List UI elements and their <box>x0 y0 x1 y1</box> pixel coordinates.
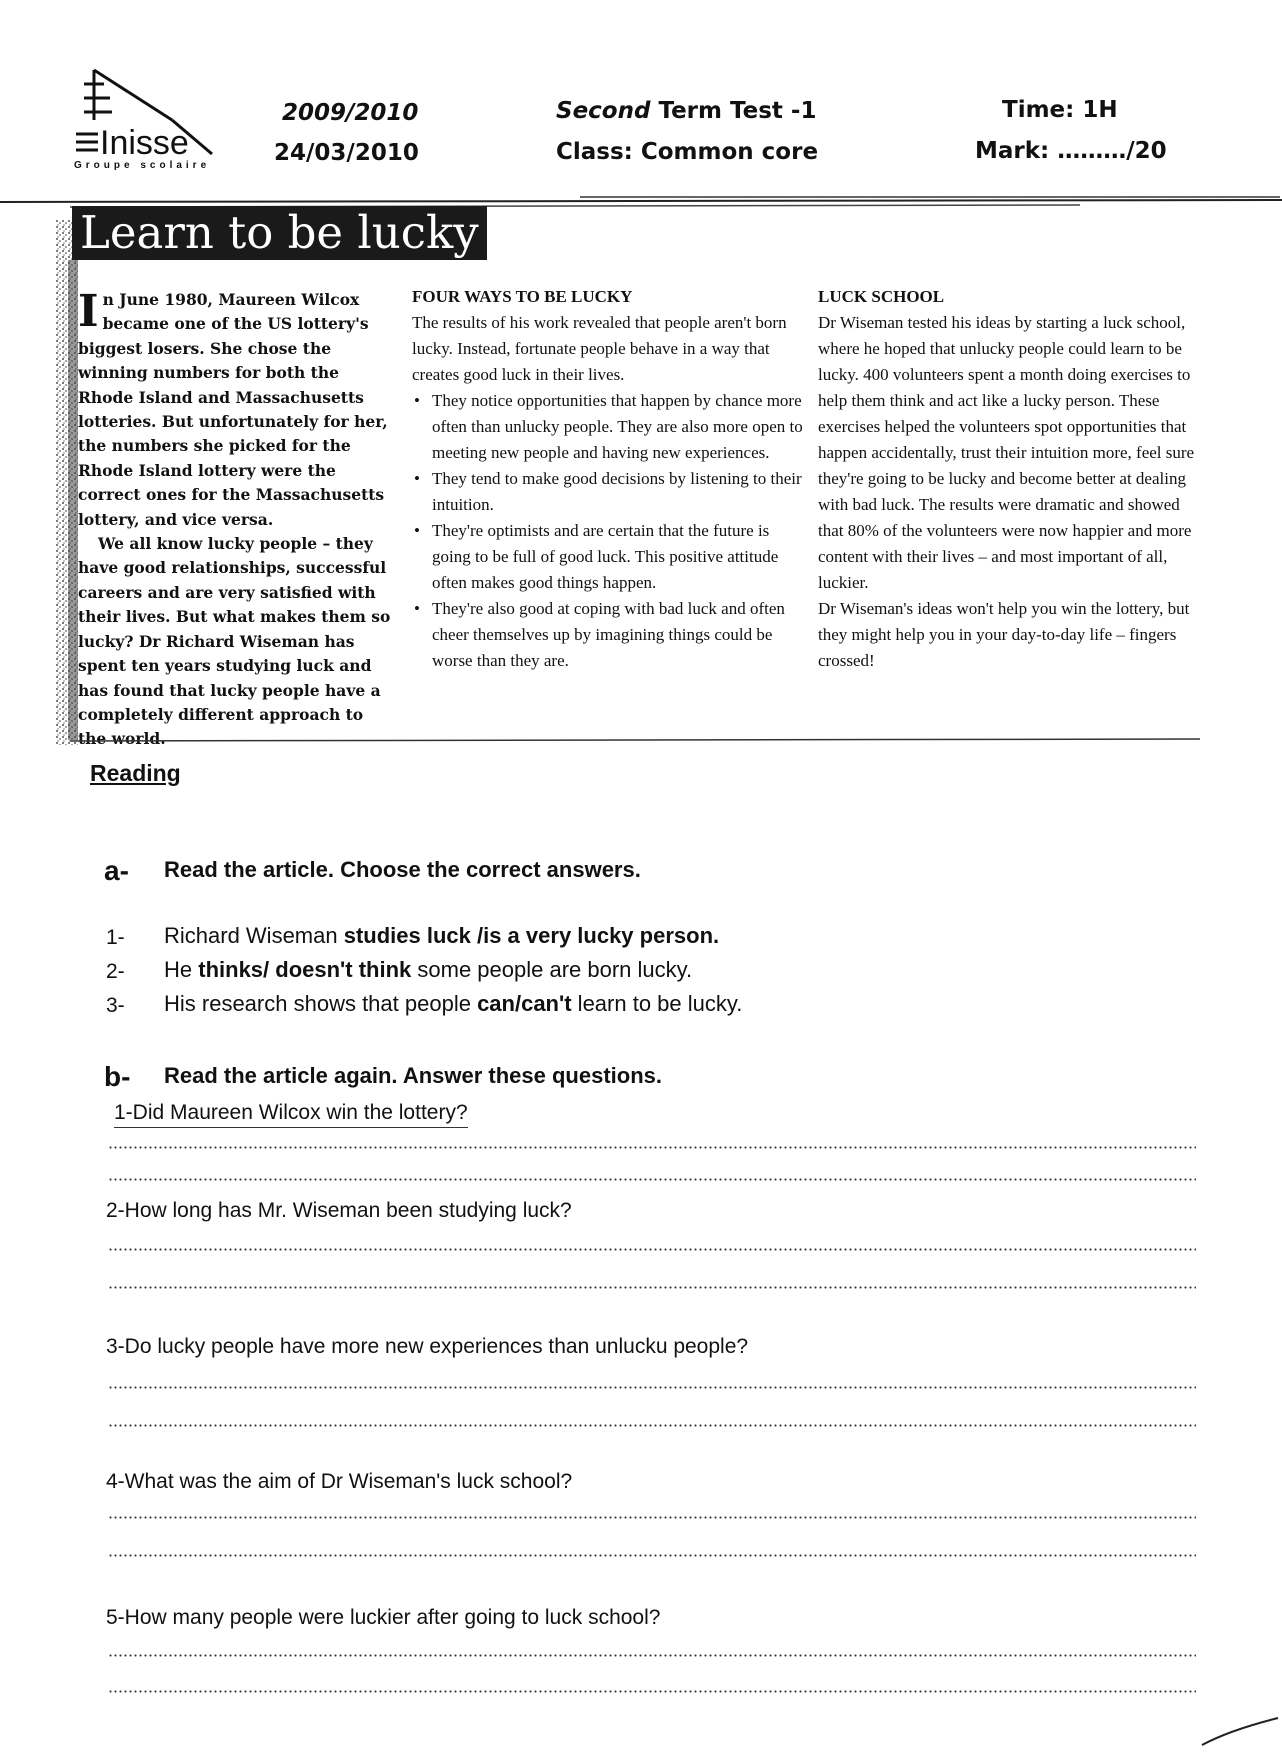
choice-1-pre: Richard Wiseman <box>164 923 344 948</box>
choice-2 <box>164 957 692 983</box>
choice-3-post: learn to be lucky. <box>571 991 743 1016</box>
choice-3-number: 3- <box>106 994 125 1017</box>
choice-2-options: thinks/ doesn't think <box>198 957 412 982</box>
list-item: • They're also good at coping with bad luck and often cheer themselves up by imagining things could be worse than they are. <box>432 596 804 674</box>
col1-paragraph-2: We all know lucky people – they have good relationships, successful careers and are very satisfied with their lives. But what makes them so lucky? Dr Richard Wiseman has spent ten years studying luck and has found that lucky people have a completely different approach to the world. <box>78 534 391 749</box>
lucky-ways-list <box>412 388 804 674</box>
test-title <box>556 98 816 124</box>
test-date: 24/03/2010 <box>274 140 419 166</box>
drop-cap: I <box>78 286 99 337</box>
question-5: 5-How many people were luckier after going to luck school? <box>106 1606 661 1629</box>
class-label: Class: Common core <box>556 139 819 165</box>
answer-line[interactable] <box>108 1146 1196 1149</box>
choice-2-post: some people are born lucky. <box>411 957 693 982</box>
section-b-letter: b- <box>104 1061 131 1092</box>
col3-paragraph-1: Dr Wiseman tested his ideas by starting a luck school, where he hoped that unlucky people could learn to be lucky. 400 volunteers spent a month doing exercises to help them think and act like a lucky person. These exercises helped the volunteers spot opportunities that happen accidentally, trust their intuition more, feel sure they're going to be lucky and become better at dealing with bad luck. The results were dramatic and showed that 80% of the volunteers were now happier and more content with their lives – and most important of all, luckier. <box>818 313 1195 592</box>
answer-line[interactable] <box>108 1690 1196 1693</box>
list-item: • They notice opportunities that happen by chance more often than unlucky people. They are also more open to meeting new people and having new experiences. <box>432 388 804 466</box>
list-item: • They're optimists and are certain that the future is going to be full of good luck. This positive attitude often makes good things happen. <box>432 518 804 596</box>
answer-line[interactable] <box>108 1286 1196 1289</box>
section-a-instruction: Read the article. Choose the correct answers. <box>164 857 641 882</box>
answer-line[interactable] <box>108 1654 1196 1657</box>
col3-heading: LUCK SCHOOL <box>818 287 945 306</box>
col3-paragraph-2: Dr Wiseman's ideas won't help you win the lottery, but they might help you in your day-to-day life – fingers crossed! <box>818 599 1190 670</box>
choice-3 <box>164 991 742 1017</box>
article-title: Learn to be lucky <box>72 206 487 260</box>
choice-3-pre: His research shows that people <box>164 991 478 1016</box>
scan-mark <box>1200 1700 1280 1750</box>
mark-label: Mark: ………/20 <box>975 138 1167 164</box>
section-b-instruction: Read the article again. Answer these questions. <box>164 1063 662 1088</box>
article-column-2 <box>412 284 804 674</box>
answer-line[interactable] <box>108 1386 1196 1389</box>
school-logo <box>62 62 252 172</box>
answer-line[interactable] <box>108 1178 1196 1181</box>
reading-heading: Reading <box>90 760 181 786</box>
article-bottom-rule <box>70 738 1200 744</box>
choice-2-number: 2- <box>106 960 125 983</box>
choice-1-number: 1- <box>106 926 125 949</box>
logo-text: Inisse <box>100 124 189 162</box>
question-4: 4-What was the aim of Dr Wiseman's luck school? <box>106 1470 573 1493</box>
article-column-3 <box>818 284 1206 674</box>
col1-paragraph-1: n June 1980, Maureen Wilcox became one of the US lottery's biggest losers. She chose the winning numbers for both the Rhode Island and Massachusetts lotteries. But unfortunately for her, the numbers she picked for the Rhode Island lottery were the correct ones for the Massachusetts lottery, and vice versa. <box>78 290 388 529</box>
article-column-1 <box>78 288 392 752</box>
time-label: Time: 1H <box>1002 97 1118 123</box>
test-title-italic: Second <box>556 98 651 124</box>
answer-line[interactable] <box>108 1248 1196 1251</box>
choice-2-pre: He <box>164 957 199 982</box>
scan-shadow <box>38 220 78 745</box>
choice-1-options: studies luck /is a very lucky person. <box>343 923 720 948</box>
test-title-rest: Term Test -1 <box>658 98 817 124</box>
col2-heading: FOUR WAYS TO BE LUCKY <box>412 287 633 306</box>
choice-3-options: can/can't <box>477 991 572 1016</box>
answer-line[interactable] <box>108 1424 1196 1427</box>
logo-subtext: Groupe scolaire <box>74 160 211 171</box>
section-a-letter: a- <box>104 855 129 886</box>
school-year: 2009/2010 <box>282 100 419 126</box>
list-item: • They tend to make good decisions by listening to their intuition. <box>432 466 804 518</box>
question-2: 2-How long has Mr. Wiseman been studying luck? <box>106 1199 572 1222</box>
answer-line[interactable] <box>108 1554 1196 1557</box>
answer-line[interactable] <box>108 1516 1196 1519</box>
choice-1 <box>164 923 719 949</box>
question-3: 3-Do lucky people have more new experiences than unlucku people? <box>106 1335 749 1358</box>
question-1: 1-Did Maureen Wilcox win the lottery? <box>114 1101 468 1128</box>
col2-intro: The results of his work revealed that people aren't born lucky. Instead, fortunate people behave in a way that creates good luck in their lives. <box>412 313 787 384</box>
